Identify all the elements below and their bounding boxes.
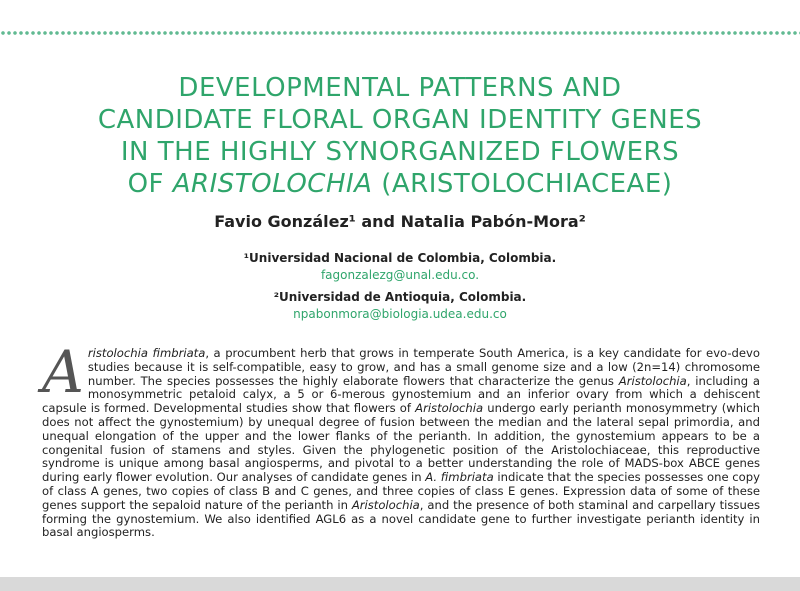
abstract-genus-name: Aristolochia [415, 401, 484, 416]
abstract-segment: undergo early perianth monosymmetry (which does not affect the gynostemium) by unequal degree of fusion between the median and the lateral sepal primordia, and unequal elongation of the upper and the lower flanks of the perianth. In addition, the gynostemium appears to be a congenital fusion of stamens and styles. Given the phylogenetic position of the Aristolochiaceae, this reproductive syndrome is unique among basal angiosperms, and pivotal to a better understanding the role of MADS-box ABCE genes during early flower evolution. Our analyses of candidate genes in [42, 401, 760, 485]
title-line-3: IN THE HIGHLY SYNORGANIZED FLOWERS [120, 137, 680, 167]
abstract-genus-name: Aristolochia [618, 373, 687, 388]
page-footer-bar [0, 577, 800, 591]
title-line-4 [60, 168, 740, 200]
affiliation-institution: ²Universidad de Antioquia, Colombia. [273, 290, 527, 304]
affiliation-1 [200, 250, 600, 284]
abstract-species-name: A. fimbriata [425, 470, 494, 485]
title-line-1: DEVELOPMENTAL PATTERNS AND [178, 73, 622, 103]
abstract-segment: , and the presence of both staminal and carpellary tissues forming the gynostemium. We also identified AGL6 as a novel candidate gene to further investigate perianth identity in basal angiosperms. [42, 497, 760, 540]
abstract-species-name: ristolochia fimbriata [87, 346, 206, 360]
title-genus: ARISTOLOCHIA [172, 169, 373, 199]
affiliation-email-link[interactable]: npabonmora@biologia.udea.edu.co [293, 307, 507, 321]
affiliation-institution: ¹Universidad Nacional de Colombia, Colombia. [243, 251, 557, 265]
author-list: Favio González¹ and Natalia Pabón-Mora² [214, 212, 586, 231]
title-line-2: CANDIDATE FLORAL ORGAN IDENTITY GENES [97, 105, 703, 135]
affiliation-email-link[interactable]: fagonzalezg@unal.edu.co. [320, 268, 480, 282]
abstract-segment: , including a monosymmetric petaloid calyx, a 5 or 6-merous gynostemium and an inferior ovary from which a dehiscent capsule is formed. Developmental studies show that flowers of [42, 373, 760, 416]
title-line-4-suffix: (ARISTOLOCHIACEAE) [372, 169, 673, 199]
affiliation-2 [200, 289, 600, 323]
paper-title [60, 72, 740, 200]
abstract-segment: , a procumbent herb that grows in temperate South America, is a key candidate for evo-devo studies because it is self-compatible, easy to grow, and has a small genome size and a low (2n=14) chromosome number. The species possesses the highly elaborate flowers that characterize the genus [87, 346, 760, 388]
abstract-genus-name: Aristolochia [351, 497, 420, 512]
dotted-decorative-border [0, 30, 800, 50]
abstract-text [42, 338, 760, 540]
title-line-4-prefix: OF [127, 169, 173, 199]
abstract-drop-cap: A [42, 338, 84, 406]
abstract-segment: indicate that the species possesses one copy of class A genes, two copies of class B and C genes, and three copies of class E genes. Expression data of some of these genes support the sepaloid nature of the perianth in [42, 470, 760, 512]
